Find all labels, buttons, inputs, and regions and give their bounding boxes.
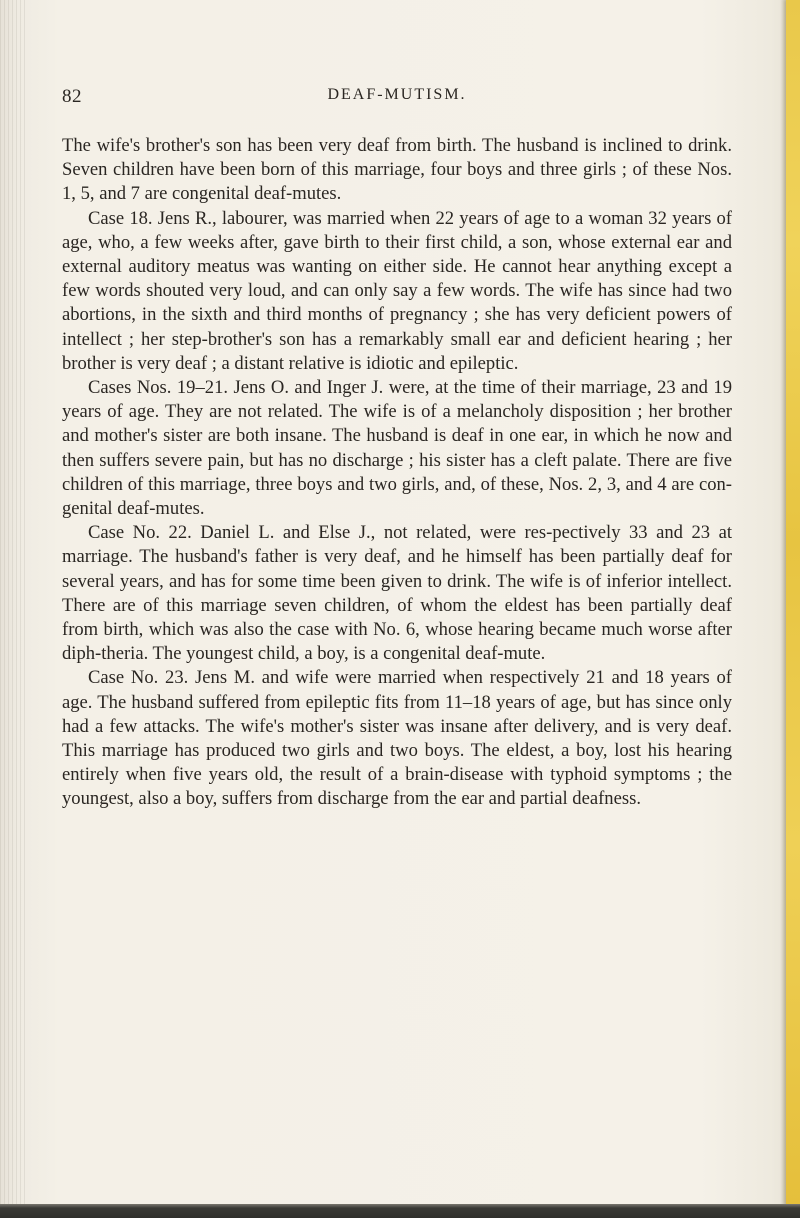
page-header: [62, 86, 732, 112]
paragraph-case-23: Case No. 23. Jens M. and wife were married when respectively 21 and 18 years of age. The husband suffered from epileptic fits from 11–18 years of age, but has since only had a few attacks. The wife's mother's sister was insane after delivery, and is very deaf. This marriage has produced two girls and two boys. The eldest, a boy, lost his hearing entirely when five years old, the result of a brain-disease with typhoid symptoms ; the youngest, also a boy, suffers from discharge from the ear and partial deafness.: [62, 667, 732, 810]
body-text: [62, 134, 732, 812]
running-head: DEAF-MUTISM.: [327, 86, 467, 103]
paragraph-1: The wife's brother's son has been very deaf from birth. The husband is inclined to drink. Seven children have been born of this marriage, four boys and three girls ; of these Nos. 1, 5, and 7 are congenital deaf-mutes.: [62, 135, 732, 205]
paragraph-case-22: Case No. 22. Daniel L. and Else J., not related, were res-pectively 33 and 23 at marriage. The husband's father is very deaf, and he himself has been partially deaf for several years, and has for some time been given to drink. The wife is of inferior intellect. There are of this marriage seven children, of whom the eldest has been partially deaf from birth, which was also the case with No. 6, whose hearing became much worse after diph-theria. The youngest child, a boy, is a congenital deaf-mute.: [62, 522, 732, 665]
binding-edge: [0, 0, 26, 1218]
bottom-band: [0, 1204, 800, 1218]
paragraph-cases-19-21: Cases Nos. 19–21. Jens O. and Inger J. were, at the time of their marriage, 23 and 19 years of age. They are not related. The wife is of a melancholy disposition ; her brother and mother's sister are both insane. The husband is deaf in one ear, in which he now and then suffers severe pain, but has no discharge ; his sister has a cleft palate. There are five children of this marriage, three boys and two girls, and, of these, Nos. 2, 3, and 4 are con-genital deaf-mutes.: [62, 377, 732, 520]
paragraph-case-18: Case 18. Jens R., labourer, was married when 22 years of age to a woman 32 years of age, who, a few weeks after, gave birth to their first child, a son, whose external ear and external auditory meatus was wanting on either side. He cannot hear anything except a few words shouted very loud, and can only say a few words. The wife has since had two abortions, in the sixth and third months of pregnancy ; she has very deficient powers of intellect ; her step-brother's son has a remarkably small ear and deficient hearing ; her brother is very deaf ; a distant relative is idiotic and epileptic.: [62, 207, 732, 374]
page-edge-strip: [786, 0, 800, 1205]
page-number: 82: [62, 86, 82, 107]
